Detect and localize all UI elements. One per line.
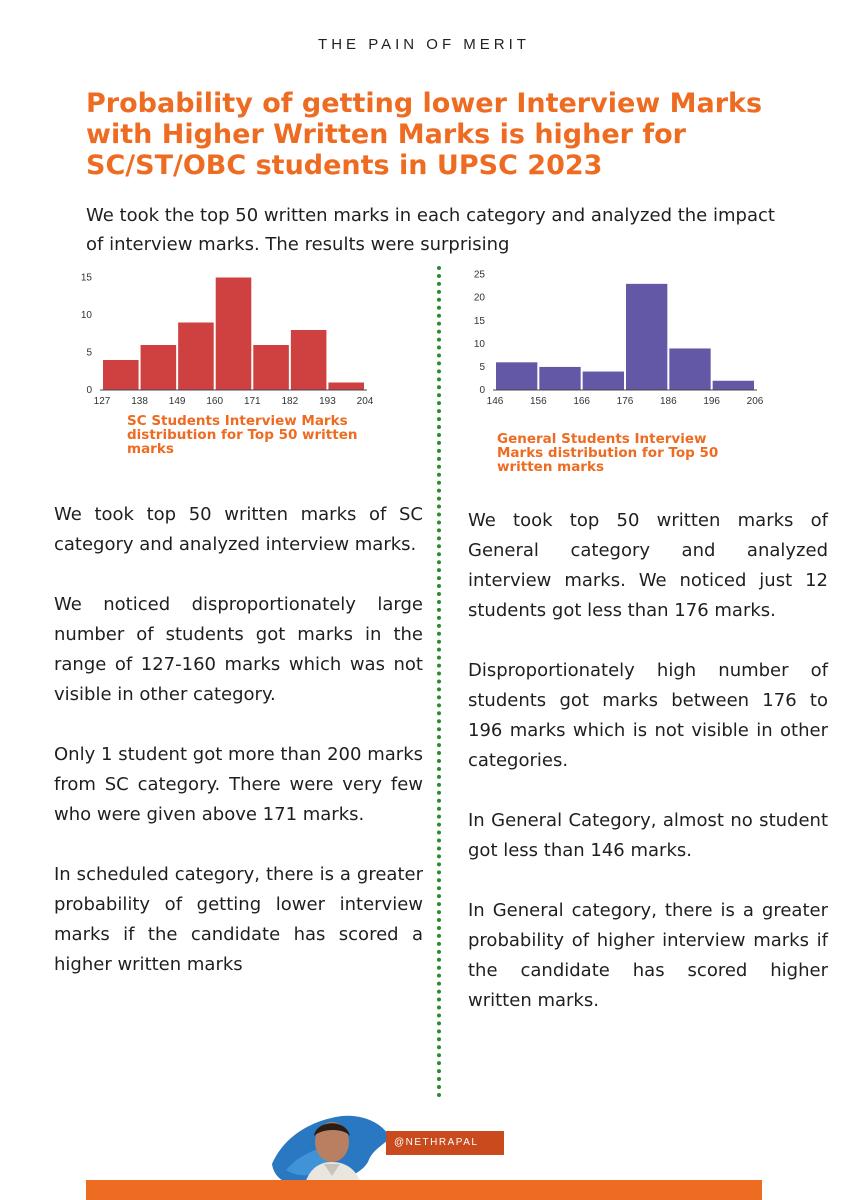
sc-paragraph-3: Only 1 student got more than 200 marks from SC category. There were very few who were given above 171 marks. — [54, 744, 423, 825]
column-divider — [437, 266, 441, 1098]
sc-bar — [141, 345, 177, 390]
general-paragraph-4: In General category, there is a greater probability of higher interview marks if the candidate has scored higher written marks. — [468, 900, 828, 1011]
sc-x-tick-label: 127 — [93, 396, 111, 407]
sc-bar — [253, 345, 289, 390]
gen-y-tick-label: 0 — [479, 385, 485, 396]
footer-bar — [86, 1180, 762, 1200]
sc-paragraph-2: We noticed disproportionately large number of students got marks in the range of 127-160 marks which was not visible in other category. — [54, 594, 423, 705]
sc-x-tick-label: 182 — [281, 396, 299, 407]
sc-chart-caption: SC Students Interview Marks distribution for Top 50 written marks — [127, 413, 358, 457]
sc-analysis-column — [54, 500, 423, 1010]
sc-y-tick-label: 10 — [80, 310, 92, 321]
gen-x-tick-label: 156 — [529, 396, 547, 407]
gen-y-tick-label: 20 — [473, 292, 485, 304]
general-paragraph-3: In General Category, almost no student got less than 146 marks. — [468, 810, 828, 861]
general-paragraph-2: Disproportionately high number of students got marks between 176 to 196 marks which is not visible in other categories. — [468, 660, 828, 771]
sc-bar — [178, 323, 214, 391]
gen-y-tick-label: 10 — [473, 338, 485, 350]
sc-y-tick-label: 0 — [86, 385, 92, 396]
general-analysis-column — [468, 506, 828, 1046]
gen-y-tick-label: 25 — [473, 269, 485, 281]
gen-x-tick-label: 146 — [486, 396, 504, 407]
sc-x-tick-label: 160 — [206, 396, 224, 407]
gen-bar — [713, 381, 754, 390]
author-avatar — [264, 1106, 396, 1188]
sc-x-tick-label: 193 — [319, 396, 336, 407]
gen-bar — [496, 362, 537, 390]
sc-x-tick-label: 149 — [168, 396, 186, 407]
sc-histogram — [80, 266, 378, 408]
gen-x-tick-label: 166 — [573, 396, 591, 407]
brand-title: THE PAIN OF MERIT — [318, 36, 530, 53]
gen-y-tick-label: 15 — [473, 315, 485, 327]
gen-x-tick-label: 176 — [616, 396, 634, 407]
sc-bar — [291, 330, 327, 390]
sc-y-tick-label: 5 — [86, 347, 92, 359]
author-handle: @NETHRAPAL — [386, 1131, 504, 1155]
general-histogram — [474, 266, 774, 408]
gen-bar — [583, 372, 624, 390]
sc-bar — [216, 278, 252, 391]
sc-paragraph-1: We took top 50 written marks of SC category and analyzed interview marks. — [54, 504, 423, 555]
general-chart-caption: General Students Interview Marks distribution for Top 50 written marks — [497, 431, 719, 475]
sc-x-tick-label: 204 — [356, 396, 374, 407]
gen-bar — [539, 367, 580, 390]
sc-x-tick-label: 171 — [243, 396, 261, 407]
sc-bar — [103, 360, 139, 390]
gen-bar — [669, 348, 710, 390]
gen-y-tick-label: 5 — [479, 361, 485, 373]
general-paragraph-1: We took top 50 written marks of General category and analyzed interview marks. We noticed just 12 students got less than 176 marks. — [468, 510, 828, 621]
headline: Probability of getting lower Interview Marks with Higher Written Marks is higher for SC/ST/OBC students in UPSC 2023 — [86, 88, 763, 181]
intro-text: We took the top 50 written marks in each category and analyzed the impact of interview marks. The results were surprising — [86, 205, 775, 255]
gen-x-tick-label: 196 — [703, 396, 721, 407]
gen-x-tick-label: 186 — [659, 396, 677, 407]
sc-y-tick-label: 15 — [80, 272, 92, 284]
gen-x-tick-label: 206 — [746, 396, 764, 407]
sc-paragraph-4: In scheduled category, there is a greater probability of getting lower interview marks if the candidate has scored a higher written marks — [54, 864, 423, 975]
gen-bar — [626, 284, 667, 390]
sc-x-tick-label: 138 — [131, 396, 148, 407]
sc-bar — [328, 383, 364, 391]
